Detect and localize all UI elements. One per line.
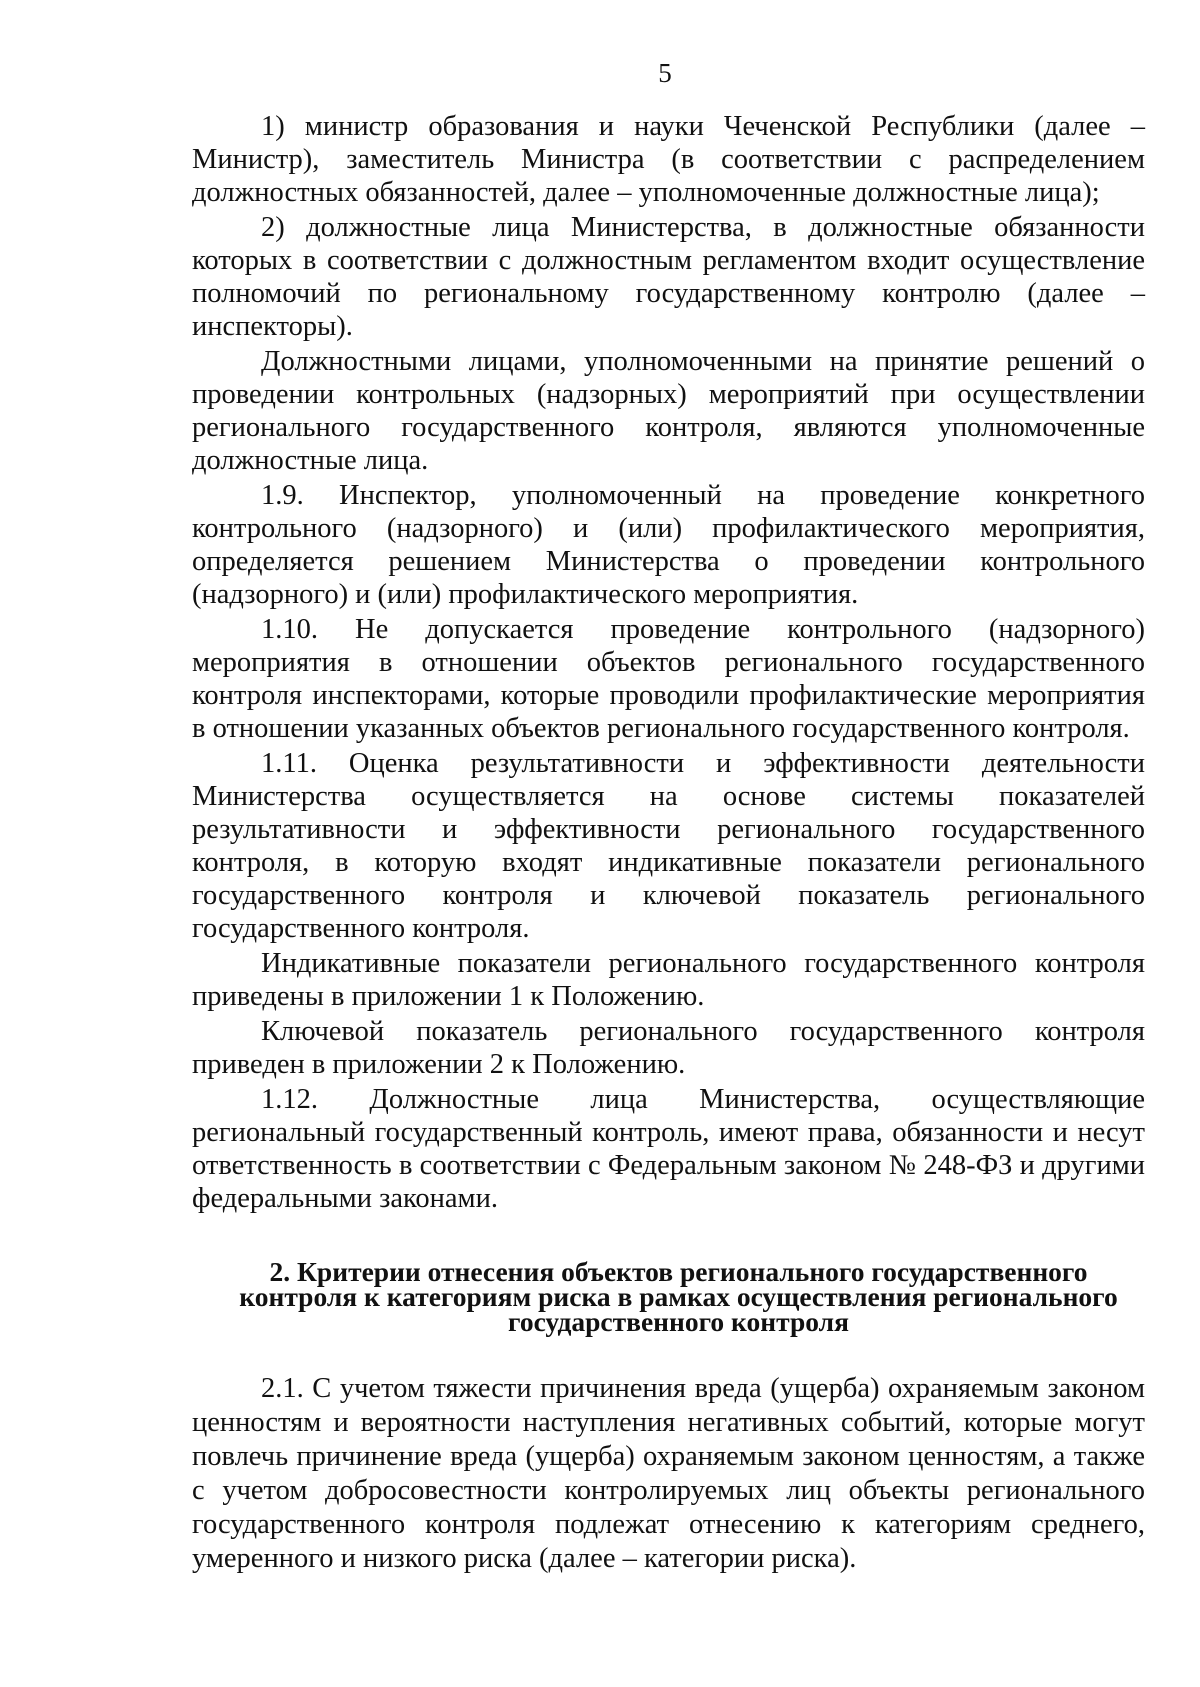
- paragraph-1-11: 1.11. Оценка результативности и эффективности деятельности Министерства осуществляется на основе системы показателей результативности и эффективности регионального государственного контроля, в которую входят индикативные показатели регионального государственного контроля и ключевой показатель регионального государственного контроля.: [192, 748, 1145, 944]
- paragraph-1-10: 1.10. Не допускается проведение контрольного (надзорного) мероприятия в отношении объектов регионального государственного контроля инспекторами, которые проводили профилактические мероприятия в отношении указанных объектов регионального государственного контроля.: [192, 614, 1145, 744]
- paragraph-minister: 1) министр образования и науки Чеченской Республики (далее – Министр), заместитель Министра (в соответствии с распределением должностных обязанностей, далее – уполномоченные должностные лица);: [192, 111, 1145, 208]
- paragraph-1-9: 1.9. Инспектор, уполномоченный на проведение конкретного контрольного (надзорного) и (или) профилактического мероприятия, определяется решением Министерства о проведении контрольного (надзорного) и (или) профилактического мероприятия.: [192, 480, 1145, 610]
- paragraph-authorized-officials: Должностными лицами, уполномоченными на принятие решений о проведении контрольных (надзорных) мероприятий при осуществлении регионального государственного контроля, являются уполномоченные должностные лица.: [192, 346, 1145, 476]
- paragraph-indicative-indicators: Индикативные показатели регионального государственного контроля приведены в приложении 1 к Положению.: [192, 948, 1145, 1012]
- paragraph-2-1: 2.1. С учетом тяжести причинения вреда (ущерба) охраняемым законом ценностям и вероятности наступления негативных событий, которые могут повлечь причинение вреда (ущерба) охраняемым законом ценностям, а также с учетом добросовестности контролируемых лиц объекты регионального государственного контроля подлежат отнесению к категориям среднего, умеренного и низкого риска (далее – категории риска).: [192, 1373, 1145, 1574]
- paragraph-1-12: 1.12. Должностные лица Министерства, осуществляющие региональный государственный контроль, имеют права, обязанности и несут ответственность в соответствии с Федеральным законом № 248-ФЗ и другими федеральными законами.: [192, 1084, 1145, 1214]
- page-number: 5: [658, 58, 672, 88]
- document-body: [192, 110, 1145, 1578]
- paragraph-officials: 2) должностные лица Министерства, в должностные обязанности которых в соответствии с должностным регламентом входит осуществление полномочий по региональному государственному контролю (далее – инспекторы).: [192, 212, 1145, 342]
- paragraph-key-indicator: Ключевой показатель регионального государственного контроля приведен в приложении 2 к Положению.: [192, 1016, 1145, 1080]
- section-heading: 2. Критерии отнесения объектов регионального государственного контроля к категориям риска в рамках осуществления регионального государственного контроля: [239, 1256, 1118, 1337]
